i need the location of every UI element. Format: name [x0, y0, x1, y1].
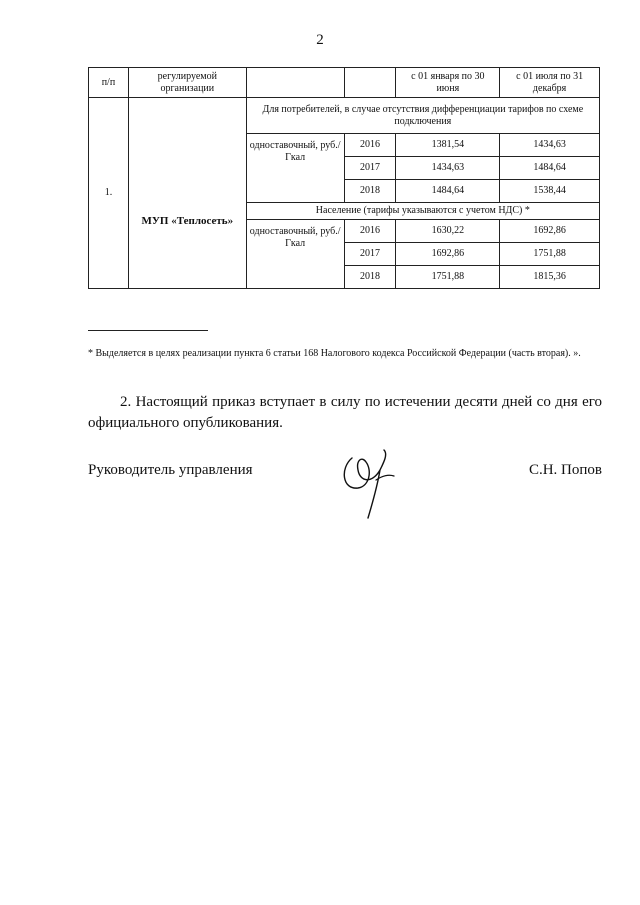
footnote: * Выделяется в целях реализации пункта 6 статьи 168 Налогового кодекса Российской Федерации (часть вторая). ». [88, 348, 581, 359]
header-empty-unit [246, 68, 344, 98]
year-cell: 2018 [344, 180, 396, 203]
year-cell: 2016 [344, 134, 396, 157]
page-number: 2 [316, 32, 324, 48]
row-number: 1. [89, 98, 129, 289]
tariff-h2-cell: 1751,88 [500, 243, 600, 266]
header-num: п/п [89, 68, 129, 98]
tariff-h1-cell: 1381,54 [396, 134, 500, 157]
tariff-h1-cell: 1630,22 [396, 220, 500, 243]
header-org: регулируемой организации [128, 68, 246, 98]
year-cell: 2017 [344, 157, 396, 180]
year-cell: 2016 [344, 220, 396, 243]
order-paragraph: 2. Настоящий приказ вступает в силу по истечении десяти дней со дня его официального опубликования. [88, 394, 602, 431]
unit-cell: одноставочный, руб./Гкал [246, 134, 344, 203]
section-row [89, 98, 600, 134]
footnote-rule [88, 330, 208, 331]
tariff-h2-cell: 1434,63 [500, 134, 600, 157]
tariff-h1-cell: 1692,86 [396, 243, 500, 266]
signatory-position: Руководитель управления [88, 462, 253, 478]
tariff-h1-cell: 1434,63 [396, 157, 500, 180]
table-header-row [89, 68, 600, 98]
section-title: Население (тарифы указываются с учетом НДС) * [246, 203, 599, 220]
header-period-1: с 01 января по 30 июня [396, 68, 500, 98]
tariff-h2-cell: 1692,86 [500, 220, 600, 243]
tariff-h2-cell: 1538,44 [500, 180, 600, 203]
signatory-name: С.Н. Попов [528, 462, 602, 478]
year-cell: 2017 [344, 243, 396, 266]
tariff-table [88, 67, 600, 289]
organization-name: МУП «Теплосеть» [128, 98, 246, 289]
unit-cell: одноставочный, руб./Гкал [246, 220, 344, 289]
header-empty-year [344, 68, 396, 98]
header-period-2: с 01 июля по 31 декабря [500, 68, 600, 98]
handwritten-signature [332, 440, 412, 520]
section-title: Для потребителей, в случае отсутствия дифференциации тарифов по схеме подключения [246, 98, 599, 134]
tariff-h2-cell: 1484,64 [500, 157, 600, 180]
tariff-h2-cell: 1815,36 [500, 266, 600, 289]
year-cell: 2018 [344, 266, 396, 289]
tariff-h1-cell: 1751,88 [396, 266, 500, 289]
tariff-h1-cell: 1484,64 [396, 180, 500, 203]
